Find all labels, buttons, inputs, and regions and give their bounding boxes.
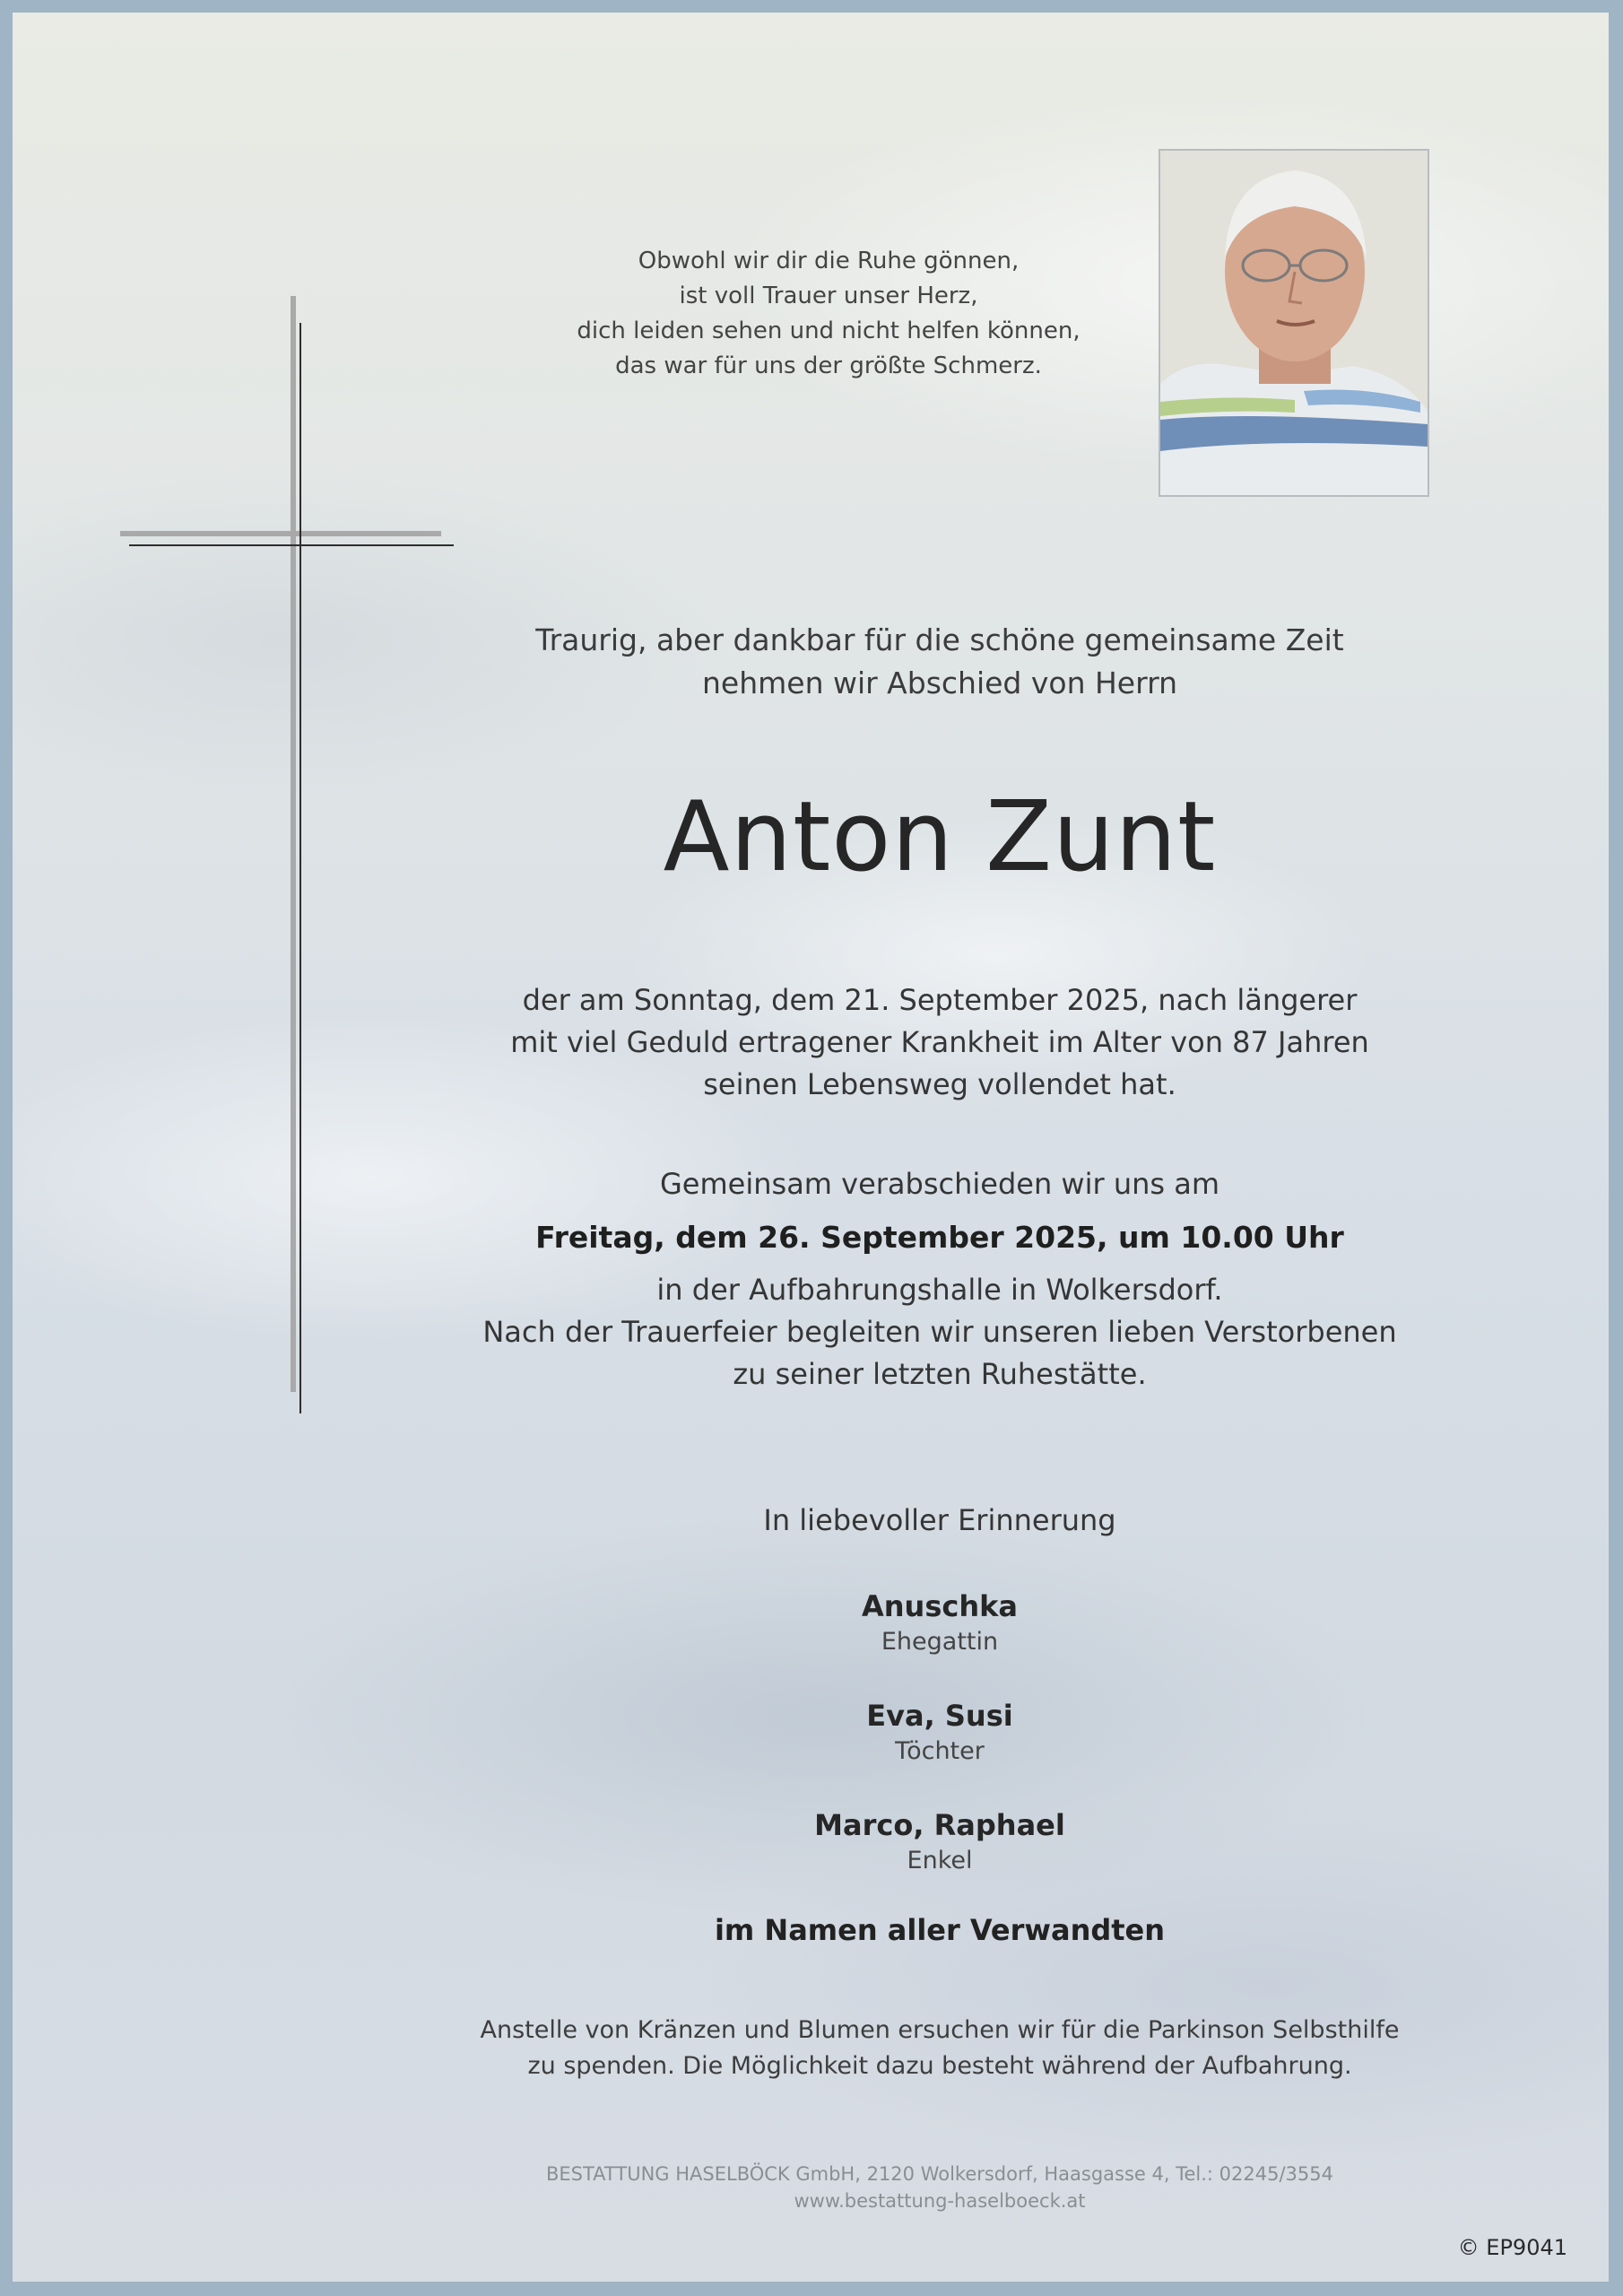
ceremony-date: Freitag, dem 26. September 2025, um 10.00 Uhr: [535, 1220, 1344, 1255]
poem-line: dich leiden sehen und nicht helfen können,: [577, 317, 1081, 344]
details-line: seinen Lebensweg vollendet hat.: [703, 1067, 1176, 1101]
cross-icon: [120, 296, 479, 1426]
donation-line: Anstelle von Kränzen und Blumen ersuchen wir für die Parkinson Selbsthilfe: [480, 2016, 1400, 2044]
survivor-relation: Enkel: [907, 1847, 973, 1874]
deceased-name: Anton Zunt: [663, 781, 1217, 893]
survivor-relation: Töchter: [895, 1737, 985, 1765]
ceremony-line: Nach der Trauerfeier begleiten wir unseren lieben Verstorbenen: [482, 1315, 1397, 1349]
footer-website[interactable]: www.bestattung-haselboeck.at: [794, 2190, 1086, 2212]
portrait-image: [1160, 151, 1428, 495]
copyright-code: © EP9041: [1457, 2235, 1567, 2260]
ceremony-lead: Gemeinsam verabschieden wir uns am: [660, 1167, 1219, 1201]
ceremony-details: [464, 1269, 1415, 1396]
details-line: der am Sonntag, dem 21. September 2025, nach längerer: [522, 983, 1358, 1017]
intro-line: nehmen wir Abschied von Herrn: [701, 665, 1177, 700]
memory-heading: In liebevoller Erinnerung: [763, 1503, 1116, 1537]
survivors-list: [464, 1587, 1415, 1915]
intro-text: [464, 619, 1415, 705]
ceremony-line: in der Aufbahrungshalle in Wolkersdorf.: [656, 1273, 1223, 1307]
survivor-name: Anuschka: [862, 1589, 1018, 1623]
donation-line: zu spenden. Die Möglichkeit dazu besteht während der Aufbahrung.: [527, 2052, 1352, 2080]
relatives-line: im Namen aller Verwandten: [714, 1913, 1166, 1947]
intro-line: Traurig, aber dankbar für die schöne gemeinsame Zeit: [535, 622, 1344, 657]
details-line: mit viel Geduld ertragener Krankheit im Alter von 87 Jahren: [510, 1025, 1369, 1059]
footer-address: BESTATTUNG HASELBÖCK GmbH, 2120 Wolkersdorf, Haasgasse 4, Tel.: 02245/3554: [545, 2163, 1333, 2185]
survivor-name: Eva, Susi: [866, 1699, 1013, 1733]
survivor-item: [464, 1696, 1415, 1768]
donation-note: [464, 2013, 1415, 2084]
survivor-relation: Ehegattin: [881, 1628, 999, 1656]
poem: [515, 244, 1142, 384]
poem-line: Obwohl wir dir die Ruhe gönnen,: [638, 248, 1020, 274]
funeral-home-footer: [464, 2161, 1415, 2214]
obituary-sheet: [13, 13, 1609, 2282]
portrait-photo: [1159, 149, 1429, 497]
ceremony-line: zu seiner letzten Ruhestätte.: [733, 1357, 1147, 1391]
survivor-item: [464, 1587, 1415, 1658]
poem-line: das war für uns der größte Schmerz.: [615, 352, 1042, 379]
survivor-name: Marco, Raphael: [814, 1808, 1065, 1842]
death-details: [464, 979, 1415, 1106]
poem-line: ist voll Trauer unser Herz,: [679, 283, 978, 309]
survivor-item: [464, 1805, 1415, 1877]
